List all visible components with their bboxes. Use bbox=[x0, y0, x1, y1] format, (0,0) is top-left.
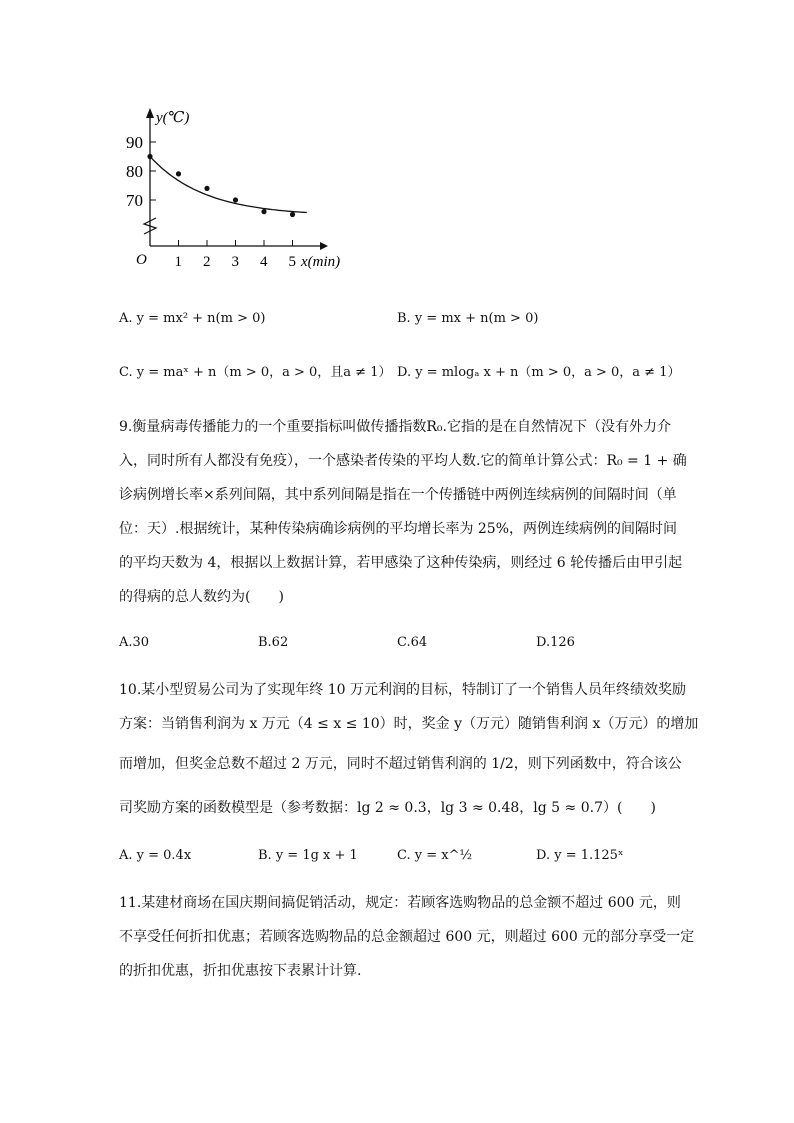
origin-label: O bbox=[136, 252, 147, 268]
q11-line: 的折扣优惠，折扣优惠按下表累计计算. bbox=[119, 963, 362, 979]
q10-option-c[interactable]: C. y = x^½ bbox=[397, 848, 473, 863]
x-axis-arrow bbox=[320, 242, 328, 250]
x-axis-label: x(min) bbox=[301, 254, 341, 270]
q10-line: 方案：当销售利润为 x 万元（4 ≤ x ≤ 10）时，奖金 y（万元）随销售利润 x（万元）的增加 bbox=[119, 716, 699, 732]
q10-stem bbox=[119, 673, 699, 829]
q9-option-d[interactable]: D.126 bbox=[536, 635, 575, 650]
q9-line: 的得病的总人数约为( ) bbox=[119, 589, 284, 605]
data-point bbox=[261, 209, 266, 214]
data-point bbox=[204, 186, 209, 191]
q10-line: 而增加，但奖金总数不超过 2 万元，同时不超过销售利润的 1/2，则下列函数中，符合该公 bbox=[119, 756, 682, 772]
y-axis-label: y(℃) bbox=[156, 110, 190, 126]
axis-break-mark bbox=[144, 218, 156, 234]
q9-option-a[interactable]: A.30 bbox=[119, 635, 150, 650]
q8-option-a[interactable]: A. y = mx² + n(m > 0) bbox=[119, 311, 266, 326]
y-tick-label: 80 bbox=[126, 162, 143, 181]
q11-line: 11.某建材商场在国庆期间搞促销活动，规定：若顾客选购物品的总金额不超过 600 元，则 bbox=[119, 895, 681, 911]
q10-option-b[interactable]: B. y = 1g x + 1 bbox=[258, 848, 358, 863]
y-tick-label: 70 bbox=[126, 191, 143, 210]
q8-option-d[interactable]: D. y = mlogₐ x + n（m > 0，a > 0，a ≠ 1） bbox=[397, 365, 681, 380]
data-point bbox=[290, 212, 295, 217]
q9-option-b[interactable]: B.62 bbox=[258, 635, 289, 650]
fit-curve bbox=[150, 157, 307, 213]
q8-option-c[interactable]: C. y = maˣ + n（m > 0，a > 0，且a ≠ 1） bbox=[119, 365, 392, 380]
q11-line: 不享受任何折扣优惠；若顾客选购物品的总金额超过 600 元，则超过 600 元的部分享受一定 bbox=[119, 929, 695, 945]
q9-line: 的平均天数为 4，根据以上数据计算，若甲感染了这种传染病，则经过 6 轮传播后由甲引起 bbox=[119, 555, 683, 571]
q9-option-c[interactable]: C.64 bbox=[397, 635, 428, 650]
y-axis-arrow bbox=[146, 108, 154, 118]
q8-option-b[interactable]: B. y = mx + n(m > 0) bbox=[397, 311, 539, 326]
x-tick-label: 3 bbox=[231, 254, 239, 270]
x-tick-label: 5 bbox=[288, 254, 296, 270]
q11-stem bbox=[119, 886, 695, 988]
temperature-graph bbox=[120, 98, 360, 282]
q10-line: 司奖励方案的函数模型是（参考数据：lg 2 ≈ 0.3，lg 3 ≈ 0.48，lg 5 ≈ 0.7）( ) bbox=[119, 800, 656, 816]
x-tick-label: 4 bbox=[260, 254, 268, 270]
q9-line: 诊病例增长率×系列间隔，其中系列间隔是指在一个传播链中两例连续病例的间隔时间（单 bbox=[119, 487, 677, 503]
q9-line: 9.衡量病毒传播能力的一个重要指标叫做传播指数R₀.它指的是在自然情况下（没有外力介 bbox=[119, 419, 671, 435]
q9-line: 位：天）.根据统计，某种传染病确诊病例的平均增长率为 25%，两例连续病例的间隔时间 bbox=[119, 521, 678, 537]
data-point bbox=[176, 171, 181, 176]
y-tick-label: 90 bbox=[126, 133, 143, 152]
q10-option-a[interactable]: A. y = 0.4x bbox=[119, 848, 192, 863]
q9-stem bbox=[119, 410, 687, 614]
chart-marks bbox=[126, 133, 307, 270]
chart-svg bbox=[120, 98, 360, 278]
q10-line: 10.某小型贸易公司为了实现年终 10 万元利润的目标，特制订了一个销售人员年终绩效奖励 bbox=[119, 682, 686, 698]
q9-line: 入，同时所有人都没有免疫），一个感染者传染的平均人数.它的简单计算公式：R₀ = 1 + 确 bbox=[119, 453, 687, 469]
data-point bbox=[233, 197, 238, 202]
x-tick-label: 2 bbox=[203, 254, 211, 270]
q10-option-d[interactable]: D. y = 1.125ˣ bbox=[536, 848, 624, 863]
x-tick-label: 1 bbox=[174, 254, 182, 270]
data-point bbox=[147, 154, 152, 159]
